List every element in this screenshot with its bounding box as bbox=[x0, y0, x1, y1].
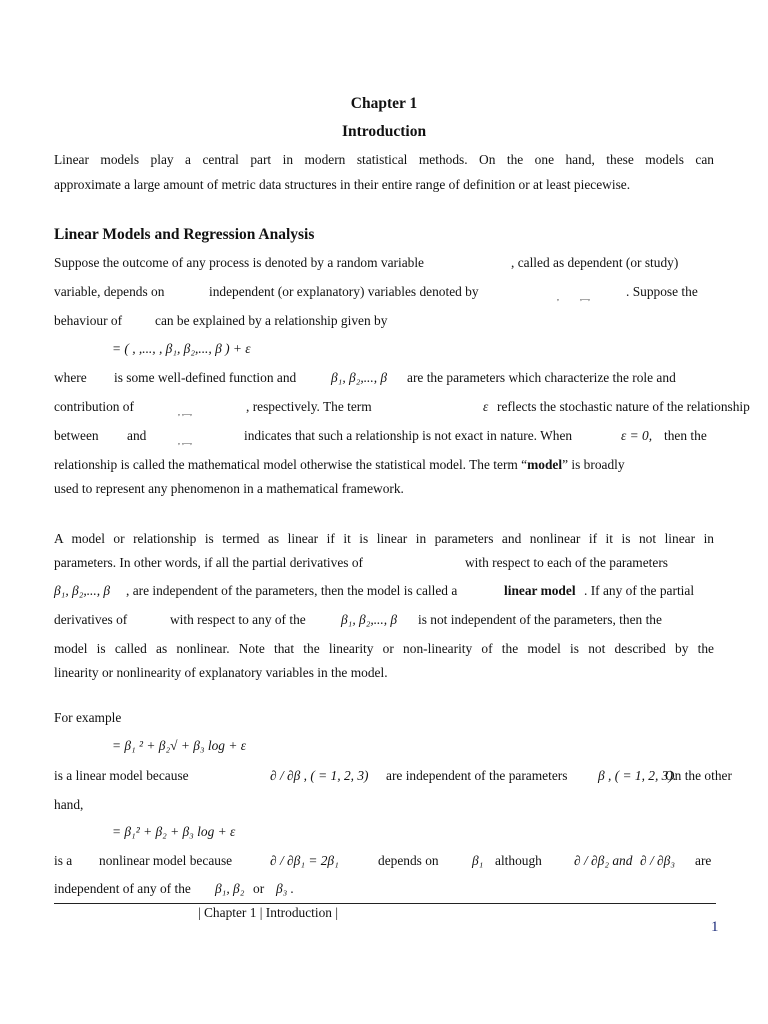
nonlinear-model-equation: = β₁² + β₂ + β₃ log + ε bbox=[112, 824, 236, 839]
math-beta: β₃ . bbox=[276, 881, 295, 896]
para1-text: independent (or explanatory) variables denoted by bbox=[209, 284, 479, 299]
para2-text: , are independent of the parameters, then the model is called a bbox=[126, 583, 458, 598]
para2-text: derivatives of bbox=[54, 612, 128, 627]
para1-text: relationship is called the mathematical model otherwise the statistical model. The term “ bbox=[54, 457, 528, 472]
intro-line-1: Linear models play a central part in modern statistical methods. On the one hand, these models can bbox=[54, 152, 714, 167]
para2-line-6: linearity or nonlinearity of explanatory variables in the model. bbox=[54, 665, 388, 680]
para2-text: parameters. In other words, if all the partial derivatives of bbox=[54, 555, 363, 570]
para2-line-5: model is called as nonlinear. Note that the linearity or non-linearity of the model is not described by the bbox=[54, 641, 714, 656]
para1-text: variable, depends on bbox=[54, 284, 165, 299]
para2-text: . If any of the partial bbox=[584, 583, 695, 598]
footer-rule bbox=[54, 903, 716, 904]
para1-line-1 bbox=[54, 255, 714, 271]
para1-text: are the parameters which characterize the role and bbox=[407, 370, 676, 385]
math-parameters: β₁, β₂,..., β bbox=[54, 583, 111, 598]
math-epsilon: ε bbox=[483, 399, 489, 414]
para1-line-5 bbox=[54, 399, 750, 417]
relationship-equation: = ( , ,..., , β₁, β₂,..., β ) + ε bbox=[112, 341, 251, 356]
example-label: For example bbox=[54, 710, 122, 725]
example-text: is a bbox=[54, 853, 73, 868]
para1-line-7 bbox=[54, 457, 714, 473]
para1-text: then the bbox=[664, 428, 707, 443]
example-text: or bbox=[253, 881, 265, 896]
para1-text: . Suppose the bbox=[626, 284, 698, 299]
para1-text: is some well-defined function and bbox=[114, 370, 297, 385]
para2-text: with respect to any of the bbox=[170, 612, 306, 627]
example-text: are independent of the parameters bbox=[386, 768, 568, 783]
para1-text: , called as dependent (or study) bbox=[511, 255, 679, 270]
para2-text: is not independent of the parameters, then the bbox=[418, 612, 662, 627]
math-betas: β₁, β₂ bbox=[215, 881, 245, 896]
para1-line-2 bbox=[54, 284, 714, 300]
para1-text: , respectively. The term bbox=[246, 399, 372, 414]
example-text: is a linear model because bbox=[54, 768, 189, 783]
example-text: depends on bbox=[378, 853, 439, 868]
linear-model-equation: = β₁ ² + β₂√ + β₃ log + ε bbox=[112, 738, 246, 753]
math-derivative: ∂ / ∂β₁ = 2β₁ bbox=[270, 853, 339, 868]
math-beta-index: β , ( = 1, 2, 3). bbox=[598, 768, 677, 783]
chapter-title: Introduction bbox=[341, 123, 427, 140]
math-parameters: β₁, β₂,..., β bbox=[331, 370, 388, 385]
example-line-2: hand, bbox=[54, 797, 84, 812]
para1-text: and bbox=[127, 428, 147, 443]
footer-text: | Chapter 1 | Introduction | bbox=[197, 905, 339, 920]
math-parameters: β₁, β₂,..., β bbox=[341, 612, 398, 627]
math-comma: , bbox=[557, 293, 559, 302]
page-number: 1 bbox=[711, 919, 719, 935]
math-derivative: ∂ / ∂β , ( = 1, 2, 3) bbox=[270, 768, 369, 783]
para1-line-8: used to represent any phenomenon in a mathematical framework. bbox=[54, 481, 404, 496]
para1-text: contribution of bbox=[54, 399, 134, 414]
para1-text: reflects the stochastic nature of the relationship bbox=[497, 399, 750, 414]
intro-line-2: approximate a large amount of metric data structures in their entire range of definition or at least piecewise. bbox=[54, 177, 631, 192]
math-beta: β₁ bbox=[472, 853, 484, 868]
math-variables: , ,..., bbox=[178, 437, 192, 446]
linear-model-term: linear model bbox=[504, 583, 576, 598]
example-text: On the other bbox=[665, 768, 732, 783]
para2-text: with respect to each of the parameters bbox=[465, 555, 668, 570]
example-line-1 bbox=[54, 768, 732, 784]
para1-text: Suppose the outcome of any process is denoted by a random variable bbox=[54, 255, 425, 270]
para1-text: where bbox=[54, 370, 87, 385]
para2-line-1: A model or relationship is termed as linear if it is linear in parameters and nonlinear if it is not linear in bbox=[54, 531, 714, 546]
para1-text: between bbox=[54, 428, 99, 443]
example-text: independent of any of the bbox=[54, 881, 191, 896]
para1-text: can be explained by a relationship given by bbox=[155, 313, 388, 328]
model-term: model bbox=[527, 457, 563, 472]
para1-line-4 bbox=[54, 370, 714, 386]
math-derivative: ∂ / ∂β₃ bbox=[640, 853, 675, 868]
para1-text: indicates that such a relationship is not exact in nature. When bbox=[244, 428, 573, 443]
example-text: are bbox=[695, 853, 712, 868]
para1-line-6 bbox=[54, 428, 714, 444]
example-text: although bbox=[495, 853, 542, 868]
para1-text: ” is broadly bbox=[562, 457, 625, 472]
math-dots: ,..., bbox=[580, 293, 590, 302]
math-derivative: ∂ / ∂β₂ and bbox=[574, 853, 633, 868]
section-heading: Linear Models and Regression Analysis bbox=[54, 226, 315, 243]
chapter-number: Chapter 1 bbox=[350, 95, 418, 112]
para1-text: behaviour of bbox=[54, 313, 123, 328]
para2-line-2 bbox=[54, 555, 714, 571]
math-epsilon-zero: ε = 0, bbox=[621, 428, 653, 443]
example-line-3 bbox=[54, 853, 714, 869]
para2-line-4 bbox=[54, 612, 714, 628]
example-line-4 bbox=[54, 881, 714, 897]
para2-line-3 bbox=[54, 583, 714, 599]
para1-line-3 bbox=[54, 313, 714, 329]
example-text: nonlinear model because bbox=[99, 853, 233, 868]
math-variables: , ,..., bbox=[178, 408, 192, 417]
